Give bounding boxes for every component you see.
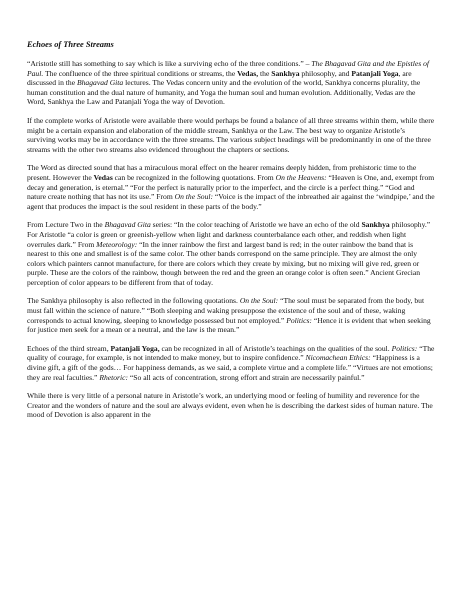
- bold-text: Sankhya: [271, 68, 300, 78]
- text-run: series: “In the color teaching of Aristotle we have an echo of the old: [150, 220, 362, 230]
- italic-text: Meteorology:: [96, 239, 138, 249]
- text-run: From Lecture Two in the: [27, 220, 105, 230]
- text-run: “In the inner rainbow the first and largest band is red; in the outer rainbow the band that is nearest to this one and smallest is of the same color. The other bands correspond on the same principle. They are almost the only colors which painters cannot manufacture, for there are colors which they create by mixing, but no mixing will give red, green or purple. These are the colors of the rainbow, though between the red and the green an orange color is often seen.” Ancient Grecian perception of color appears to be different from that of today.: [27, 239, 421, 287]
- text-run: “So all acts of concentration, strong effort and strain are necessarily painful.”: [128, 372, 365, 382]
- text-run: philosophy.” For Aristotle “a color is green or greenish-yellow when light and darkness counterbalance each other, and reddish when light overrules dark.” From: [27, 220, 431, 249]
- bold-text: Vedas,: [237, 68, 259, 78]
- italic-text: Politics:: [391, 343, 418, 353]
- italic-text: The Bhagavad Gita and the Epistles of Paul.: [27, 59, 429, 78]
- text-run: The Sankhya philosophy is also reflected in the following quotations.: [27, 296, 240, 306]
- text-run: can be recognized in all of Aristotle’s teachings on the qualities of the soul.: [159, 343, 392, 353]
- italic-text: On the Soul:: [174, 192, 214, 202]
- body-paragraph: [27, 163, 435, 211]
- document-title: Echoes of Three Streams: [27, 40, 114, 49]
- text-run: If the complete works of Aristotle were available there would perhaps be found a balance of all three streams within them, while there might be a certain expansion and elaboration of the middle stream, Sankhya or the Law. The best way to organize Aristotle’s surviving works may be in accordance with the three streams. The various subject headings will be predominantly in one of the three streams with the other two streams also evidenced throughout the chapters or sections.: [27, 115, 435, 154]
- bold-text: Patanjali Yoga: [351, 68, 399, 78]
- body-paragraph: [27, 59, 435, 107]
- text-run: “The soul must be separated from the body, but must fall within the science of nature.” “Both sleeping and waking presuppose the existence of the soul and of these, waking corresponds to actual knowing, sleeping to knowledge possessed but not employed.”: [27, 296, 425, 325]
- text-run: “Hence it is evident that when seeking for justice men seek for a mean or a neutral, and the law is the mean.”: [27, 315, 431, 335]
- italic-text: Bhagavad Gita: [104, 220, 151, 230]
- text-run: the: [258, 68, 272, 78]
- text-run: “Happiness is a divine gift, a gift of the gods… For happiness demands, as we said, a complete virtue and a complete life.” “Virtues are not emotions; they are real faculties.”: [27, 353, 433, 382]
- italic-text: On the Heavens:: [275, 172, 327, 182]
- text-run: “The quality of courage, for example, is not intended to make money, but to inspire confidence.”: [27, 343, 435, 363]
- text-run: While there is very little of a personal nature in Aristotle’s work, an underlying mood or feeling of humility and reverence for the Creator and the wonders of nature and the soul are always evident, even when he is describing the darkest sides of human nature. The mood of Devotion is also apparent in the: [27, 391, 433, 420]
- text-run: The confluence of the three spiritual conditions or streams, the: [43, 68, 238, 78]
- body-paragraph: [27, 391, 435, 420]
- body-paragraph: [27, 344, 435, 382]
- body-paragraph: [27, 296, 435, 334]
- document-body: [27, 59, 435, 420]
- text-run: Echoes of the third stream,: [27, 343, 111, 353]
- italic-text: Bhagavad Gita: [77, 78, 124, 88]
- bold-text: Vedas: [93, 172, 113, 182]
- text-run: “Aristotle still has something to say which is like a surviving echo of the three conditions.” –: [27, 59, 312, 68]
- text-run: “Heaven is One, and, exempt from decay and generation, is eternal.” “For the perfect is naturally prior to the imperfect, and the circle is a perfect thing.” “God and nature create nothing that has not its use.” From: [27, 172, 435, 202]
- body-paragraph: [27, 116, 435, 154]
- text-run: can be recognized in the following quotations. From: [112, 172, 276, 182]
- italic-text: Rhetoric:: [99, 372, 128, 382]
- italic-text: Nicomachean Ethics:: [305, 353, 371, 363]
- italic-text: On the Soul:: [239, 296, 279, 306]
- italic-text: Politics:: [286, 315, 312, 325]
- text-run: , are discussed in the: [27, 68, 412, 88]
- bold-text: Patanjali Yoga,: [110, 343, 160, 353]
- text-run: “Voice is the impact of the inbreathed air against the ‘windpipe,’ and the agent that produces the impact is the soul resident in these parts of the body.”: [27, 192, 435, 211]
- bold-text: Sankhya: [361, 220, 390, 230]
- body-paragraph: [27, 220, 435, 287]
- text-run: philosophy, and: [299, 68, 352, 78]
- text-run: lectures. The Vedas concern unity and the evolution of the world, Sankhya concerns plurality, the human constitution and the dual nature of humanity, and Yoga the human soul and human evolution. Additionally, Vedas are the Word, Sankhya the Law and Patanjali Yoga the way of Devotion.: [27, 78, 421, 107]
- text-run: The Word as directed sound that has a miraculous moral effect on the hearer remains deeply hidden, from prehistoric time to the present. However the: [27, 163, 417, 182]
